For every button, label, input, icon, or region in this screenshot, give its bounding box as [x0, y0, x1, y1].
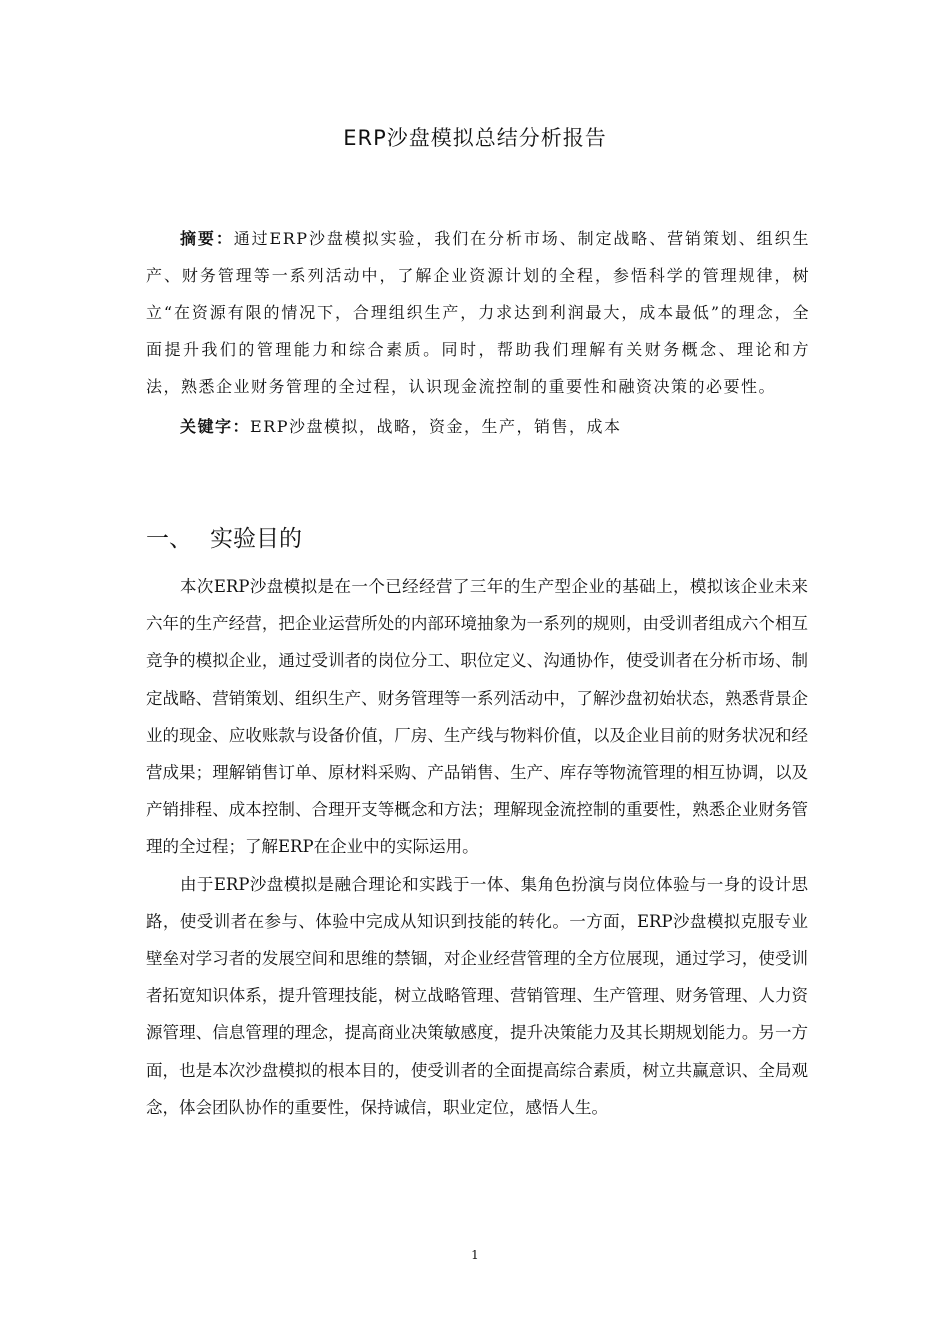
abstract-label: 摘要： [180, 229, 234, 248]
section-heading [146, 520, 302, 553]
body-paragraph-1: 本次ERP沙盘模拟是在一个已经经营了三年的生产型企业的基础上，模拟该企业未来六年的生产经营，把企业运营所处的内部环境抽象为一系列的规则，由受训者组成六个相互竞争的模拟企业，通过受训者的岗位分工、职位定义、沟通协作，使受训者在分析市场、制定战略、营销策划、组织生产、财务管理等一系列活动中，了解沙盘初始状态，熟悉背景企业的现金、应收账款与设备价值，厂房、生产线与物料价值，以及企业目前的财务状况和经营成果；理解销售订单、原材料采购、产品销售、生产、库存等物流管理的相互协调，以及产销排程、成本控制、合理开支等概念和方法；理解现金流控制的重要性，熟悉企业财务管理的全过程；了解ERP在企业中的实际运用。 [146, 577, 808, 857]
section-body [146, 568, 808, 1126]
page-number: 1 [471, 1248, 479, 1262]
section-title: 实验目的 [210, 526, 302, 552]
keywords-text: ERP沙盘模拟，战略，资金，生产，销售，成本 [250, 417, 622, 436]
abstract-paragraph [146, 220, 810, 405]
keywords-label: 关键字： [180, 417, 251, 436]
body-paragraph-2: 由于ERP沙盘模拟是融合理论和实践于一体、集角色扮演与岗位体验与一身的设计思路，使受训者在参与、体验中完成从知识到技能的转化。一方面，ERP沙盘模拟克服专业壁垒对学习者的发展空间和思维的禁锢，对企业经营管理的全方位展现，通过学习，使受训者拓宽知识体系，提升管理技能，树立战略管理、营销管理、生产管理、财务管理、人力资源管理、信息管理的理念，提高商业决策敏感度，提升决策能力及其长期规划能力。另一方面，也是本次沙盘模拟的根本目的，使受训者的全面提高综合素质，树立共赢意识、全局观念，体会团队协作的重要性，保持诚信，职业定位，感悟人生。 [146, 874, 808, 1117]
abstract-block [146, 220, 810, 445]
section-number: 一、 [146, 526, 192, 552]
document-title: ERP沙盘模拟总结分析报告 [343, 126, 607, 150]
abstract-text: 通过ERP沙盘模拟实验，我们在分析市场、制定战略、营销策划、组织生产、财务管理等一系列活动中，了解企业资源计划的全程，参悟科学的管理规律，树立“在资源有限的情况下，合理组织生产，力求达到利润最大，成本最低”的理念，全面提升我们的管理能力和综合素质。同时，帮助我们理解有关财务概念、理论和方法，熟悉企业财务管理的全过程，认识现金流控制的重要性和融资决策的必要性。 [146, 229, 810, 396]
keywords-paragraph [146, 408, 810, 445]
